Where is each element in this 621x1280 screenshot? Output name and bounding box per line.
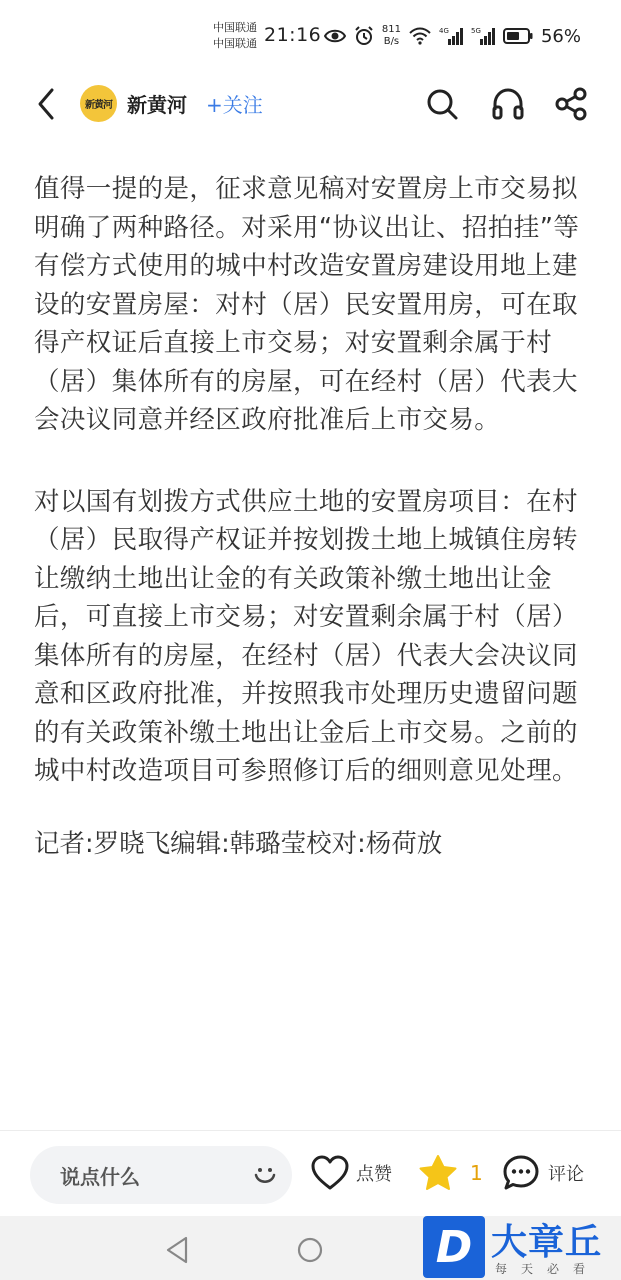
battery-icon (503, 28, 533, 44)
like-label: 点赞 (356, 1164, 392, 1185)
comment-input[interactable] (30, 1146, 292, 1204)
carrier-1: 中国联通 (213, 21, 257, 34)
back-button[interactable] (30, 84, 66, 124)
carrier-2: 中国联通 (213, 37, 257, 50)
wifi-icon (409, 27, 431, 45)
eye-icon (324, 28, 346, 44)
logo-text: 新黄河 (85, 100, 112, 111)
watermark-title: 大章丘 (491, 1222, 603, 1263)
listen-button[interactable] (490, 86, 526, 122)
net-speed (382, 24, 401, 48)
bottom-action-bar (0, 1130, 621, 1216)
emoji-icon[interactable] (252, 1162, 278, 1188)
article-paragraph-2: 对以国有划拨方式供应土地的安置房项目：在村（居）民取得产权证并按划拨土地上城镇住房转让缴纳土地出让金的有关政策补缴土地出让金后，可直接上市交易；对安置剩余属于村（居）集体所有的房屋，在经村（居）代表大会决议同意和区政府批准，并按照我市处理历史遗留问题的有关政策补缴土地出让金后上市交易。之前的城中村改造项目可参照修订后的细则意见处理。 (34, 486, 578, 786)
heart-icon (310, 1154, 350, 1192)
watermark-badge-letter: D (435, 1221, 473, 1273)
net-speed-value: 811 (381, 24, 401, 35)
search-icon (424, 86, 460, 122)
net-speed-unit: B/s (383, 36, 400, 47)
svg-text:5G: 5G (470, 27, 481, 35)
battery-percent: 56% (540, 25, 581, 47)
nav-home-icon[interactable] (297, 1237, 323, 1263)
article-paragraph-1: 值得一提的是，征求意见稿对安置房上市交易拟明确了两种路径。对采用“协议出让、招拍挂”等有偿方式使用的城中村改造安置房建设用地上建设的安置房屋：对村（居）民安置用房，可在取得产权证后直接上市交易；对安置剩余属于村（居）集体所有的房屋，可在经村（居）代表大会决议同意并经区政府批准后上市交易。 (34, 174, 580, 435)
watermark-subtitle: 每天必看 (495, 1262, 600, 1276)
article-header (0, 72, 621, 136)
star-icon (418, 1154, 458, 1192)
carrier-info (213, 20, 257, 52)
watermark (421, 1214, 621, 1280)
share-button[interactable] (553, 86, 589, 122)
signal-4g-icon (439, 26, 463, 46)
svg-text:4G: 4G (438, 27, 449, 35)
source-logo[interactable] (80, 85, 117, 122)
comment-button[interactable] (502, 1153, 584, 1193)
comment-label: 评论 (548, 1164, 584, 1185)
search-button[interactable] (424, 86, 460, 122)
signal-5g-icon (471, 26, 495, 46)
chevron-left-icon (30, 84, 66, 124)
nav-back-icon[interactable] (164, 1236, 190, 1264)
watermark-badge (423, 1216, 485, 1278)
status-icons (324, 22, 581, 50)
favorite-button[interactable] (418, 1153, 483, 1193)
headphones-icon (490, 86, 526, 122)
status-time: 21:16 (264, 24, 322, 46)
article-credit: 记者:罗晓飞编辑:韩璐莹校对:杨荷放 (34, 828, 443, 859)
source-name[interactable]: 新黄河 (127, 93, 187, 117)
favorite-count: 1 (470, 1161, 483, 1185)
article-body (34, 170, 594, 863)
comment-bubble-icon (502, 1154, 540, 1192)
like-button[interactable] (310, 1153, 392, 1193)
share-icon (553, 86, 589, 122)
follow-button[interactable]: +关注 (206, 93, 263, 117)
alarm-icon (354, 26, 374, 46)
status-bar (0, 0, 621, 72)
comment-placeholder: 说点什么 (60, 1165, 140, 1189)
